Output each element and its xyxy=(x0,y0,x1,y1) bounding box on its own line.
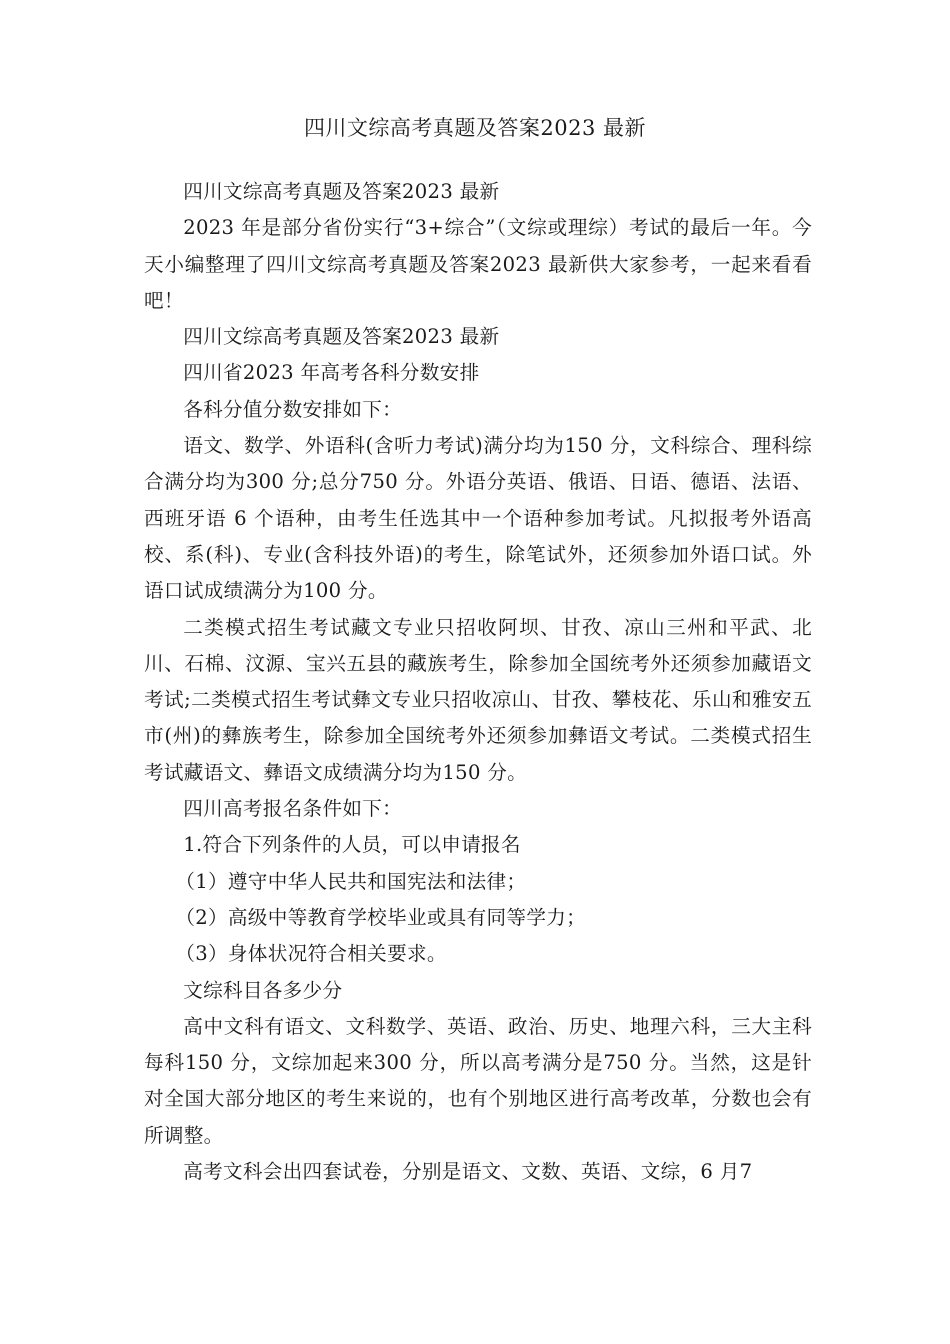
list-item: （2）高级中等教育学校毕业或具有同等学力； xyxy=(175,905,586,929)
paragraph: 四川省2023 年高考各科分数安排 xyxy=(183,361,480,385)
paragraph: 四川文综高考真题及答案2023 最新 xyxy=(183,325,500,349)
paragraph: 高考文科会出四套试卷，分别是语文、文数、英语、文综，6 月7 xyxy=(183,1160,753,1184)
paragraph: 1.符合下列条件的人员，可以申请报名 xyxy=(183,833,521,857)
paragraph: 2023 年是部分省份实行“3+综合”（文综或理综）考试的最后一年。今天小编整理了四川文综高考真题及答案2023 最新供大家参考，一起来看看吧！ xyxy=(144,216,812,312)
list-item: （3）身体状况符合相关要求。 xyxy=(175,942,447,966)
list-item: （1）遵守中华人民共和国宪法和法律； xyxy=(175,869,527,893)
paragraph: 文综科目各多少分 xyxy=(183,978,343,1002)
paragraph: 各科分值分数安排如下： xyxy=(183,397,403,421)
paragraph: 语文、数学、外语科(含听力考试)满分均为150 分，文科综合、理科综合满分均为300 分;总分750 分。外语分英语、俄语、日语、德语、法语、西班牙语 6 个语种，由考生任选其中一个语种参加考试。凡拟报考外语高校、系(科)、专业(含科技外语)的考生，除笔试外，还须参加外语口试。外语口试成绩满分为100 分。 xyxy=(144,434,812,603)
paragraph: 高中文科有语文、文科数学、英语、政治、历史、地理六科，三大主科每科150 分，文综加起来300 分，所以高考满分是750 分。当然，这是针对全国大部分地区的考生来说的，也有个别地区进行高考改革，分数也会有所调整。 xyxy=(144,1014,812,1147)
paragraph: 四川高考报名条件如下： xyxy=(183,797,403,821)
paragraph: 二类模式招生考试藏文专业只招收阿坝、甘孜、凉山三州和平武、北川、石棉、汶源、宝兴五县的藏族考生，除参加全国统考外还须参加藏语文考试;二类模式招生考试彝文专业只招收凉山、甘孜、攀枝花、乐山和雅安五市(州)的彝族考生，除参加全国统考外还须参加彝语文考试。二类模式招生考试藏语文、彝语文成绩满分均为150 分。 xyxy=(144,615,812,784)
paragraph: 四川文综高考真题及答案2023 最新 xyxy=(183,180,500,203)
document-body xyxy=(144,174,812,1190)
document-title: 四川文综高考真题及答案2023 最新 xyxy=(303,116,647,140)
